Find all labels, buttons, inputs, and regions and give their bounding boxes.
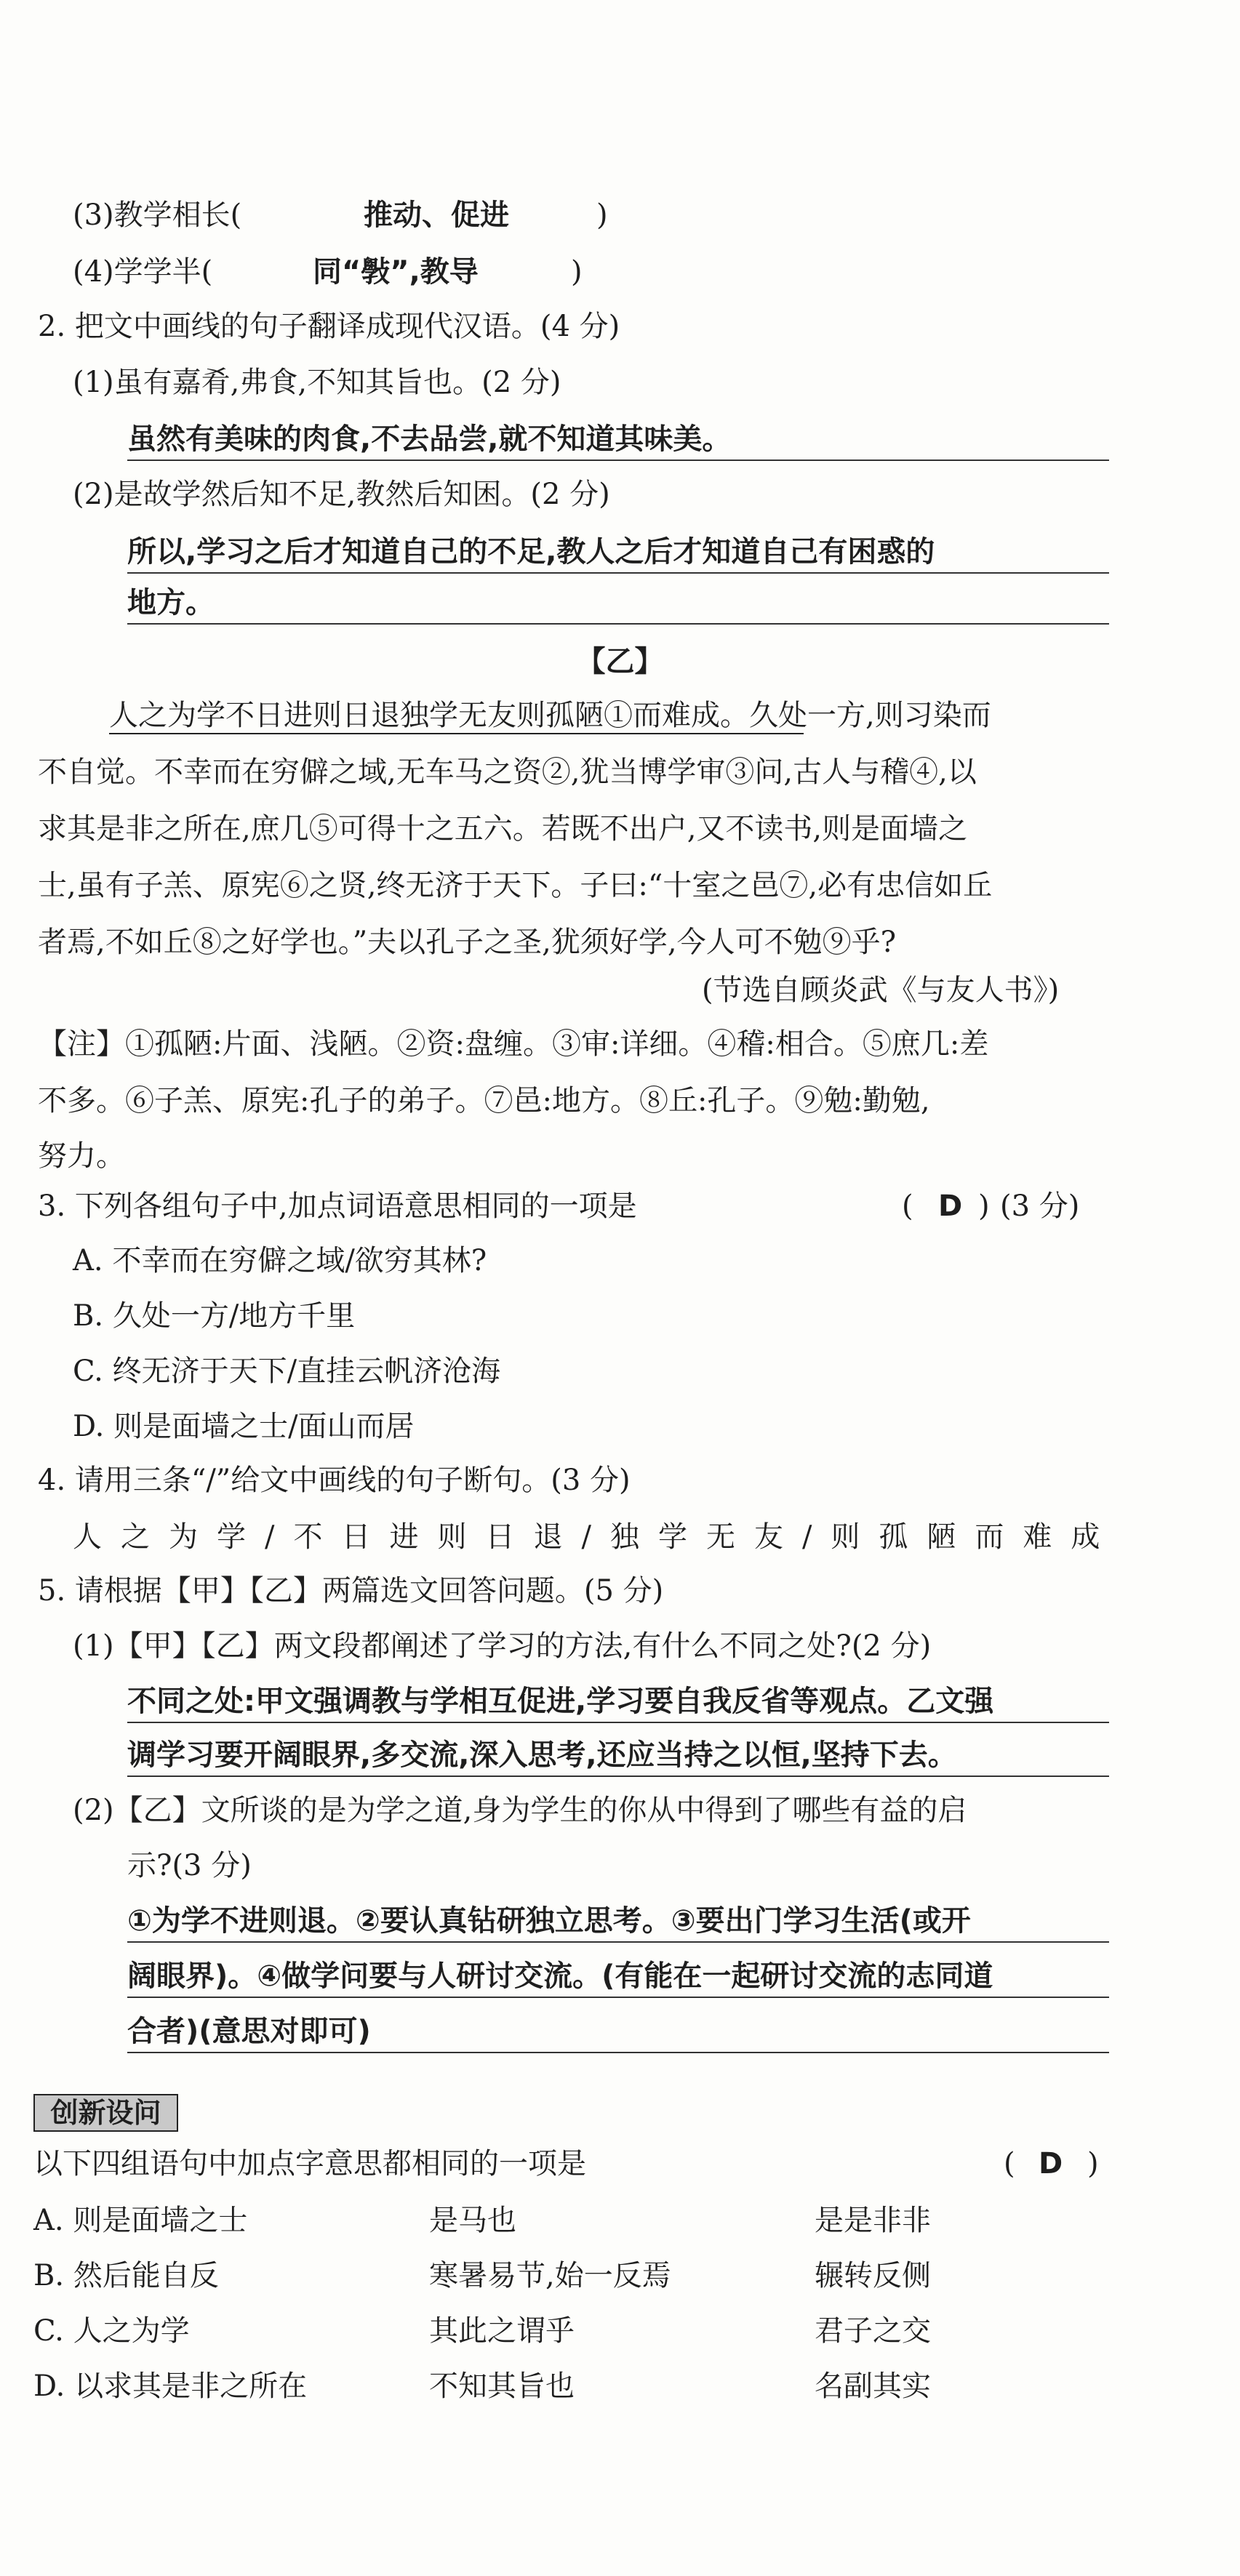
innovation-row-d-col1: D. 以求其是非之所在: [33, 2370, 308, 2403]
answer-line: [127, 1775, 1109, 1777]
notes-line-1: 【注】①孤陋:片面、浅陋。②资:盘缠。③审:详细。④稽:相合。⑤庶几:差: [38, 1027, 989, 1061]
answer-line: [127, 1941, 1109, 1943]
passage-line-1: 人之为学不日进则日退独学无友则孤陋①而难成。久处一方,则习染而: [109, 699, 991, 732]
q3-answer: D: [938, 1189, 963, 1223]
innovation-question: 以下四组语句中加点字意思都相同的一项是: [33, 2147, 586, 2180]
q3-option-b: B. 久处一方/地方千里: [73, 1299, 356, 1333]
underline-mark: [109, 733, 804, 734]
passage-line-3: 求其是非之所在,庶几⑤可得十之五六。若既不出户,又不读书,则是面墙之: [38, 812, 968, 846]
passage-source: (节选自顾炎武《与友人书》): [702, 974, 1060, 1007]
q5-answer-2-line2: 阔眼界)。④做学问要与人研讨交流。(有能在一起研讨交流的志同道: [127, 1959, 993, 1993]
answer-line: [127, 572, 1109, 574]
q3-option-d: D. 则是面墙之士/面山而居: [73, 1410, 415, 1443]
q4-answer: 人之为学/不日进则日退/独学无友/则孤陋而难成: [73, 1520, 1119, 1554]
q1-item-3-answer: 推动、促进: [364, 198, 509, 232]
innovation-row-a-col2: 是马也: [429, 2204, 516, 2237]
q2-answer-2-line2: 地方。: [127, 586, 215, 619]
q2-answer-1: 虽然有美味的肉食,不去品尝,就不知道其味美。: [127, 422, 732, 456]
q5-title: 5. 请根据【甲】【乙】两篇选文回答问题。(5 分): [38, 1574, 664, 1608]
q2-answer-2-line1: 所以,学习之后才知道自己的不足,教人之后才知道自己有困惑的: [127, 535, 935, 569]
q1-item-3-close: ): [596, 198, 608, 232]
innovation-tag: 创新设问: [33, 2094, 178, 2132]
passage-title: 【乙】: [576, 645, 664, 678]
q4-title: 4. 请用三条“/”给文中画线的句子断句。(3 分): [38, 1464, 631, 1497]
q5-answer-1-line2: 调学习要开阔眼界,多交流,深入思考,还应当持之以恒,坚持下去。: [127, 1738, 957, 1772]
passage-line-5: 者焉,不如丘⑧之好学也。”夫以孔子之圣,犹须好学,今人可不勉⑨乎?: [38, 926, 897, 959]
q3-paren-close: ): [978, 1189, 990, 1223]
answer-line: [127, 623, 1109, 625]
q1-item-4-answer: 同“斅”,教导: [313, 255, 479, 289]
innovation-answer: D: [1039, 2147, 1063, 2180]
q3-paren-open: (: [902, 1189, 913, 1223]
notes-line-2: 不多。⑥子羔、原宪:孔子的弟子。⑦邑:地方。⑧丘:孔子。⑨勉:勤勉,: [38, 1084, 930, 1118]
notes-line-3: 努力。: [38, 1139, 125, 1173]
innovation-row-c-col1: C. 人之为学: [33, 2314, 190, 2348]
q1-item-4-close: ): [571, 255, 583, 289]
q1-item-4-label: (4)学学半(: [73, 255, 213, 289]
innovation-row-a-col1: A. 则是面墙之士: [33, 2204, 248, 2237]
q5-sub2-line1: (2)【乙】文所谈的是为学之道,身为学生的你从中得到了哪些有益的启: [73, 1794, 967, 1827]
innovation-row-d-col2: 不知其旨也: [429, 2370, 575, 2403]
innovation-row-c-col3: 君子之交: [815, 2314, 931, 2348]
innovation-row-c-col2: 其此之谓乎: [429, 2314, 575, 2348]
innovation-paren-open: (: [1004, 2147, 1015, 2180]
answer-line: [127, 1997, 1109, 1998]
answer-line: [127, 2052, 1109, 2053]
q3-option-a: A. 不幸而在穷僻之域/欲穷其林?: [73, 1244, 487, 1277]
passage-line-2: 不自觉。不幸而在穷僻之域,无车马之资②,犹当博学审③问,古人与稽④,以: [38, 755, 977, 789]
q2-sub1: (1)虽有嘉肴,弗食,不知其旨也。(2 分): [73, 366, 561, 399]
q5-answer-1-line1: 不同之处:甲文强调教与学相互促进,学习要自我反省等观点。乙文强: [127, 1685, 994, 1718]
q3-title: 3. 下列各组句子中,加点词语意思相同的一项是: [38, 1189, 637, 1223]
innovation-row-d-col3: 名副其实: [815, 2370, 931, 2403]
q2-title: 2. 把文中画线的句子翻译成现代汉语。(4 分): [38, 310, 620, 343]
answer-line: [127, 460, 1109, 461]
innovation-row-b-col2: 寒暑易节,始一反焉: [429, 2259, 671, 2292]
innovation-row-b-col3: 辗转反侧: [815, 2259, 931, 2292]
passage-line-4: 士,虽有子羔、原宪⑥之贤,终无济于天下。子曰:“十室之邑⑦,必有忠信如丘: [38, 869, 993, 902]
q5-sub1: (1)【甲】【乙】两文段都阐述了学习的方法,有什么不同之处?(2 分): [73, 1629, 932, 1663]
q1-item-3-label: (3)教学相长(: [73, 198, 242, 232]
q5-answer-2-line1: ①为学不进则退。②要认真钻研独立思考。③要出门学习生活(或开: [127, 1904, 971, 1938]
q5-answer-2-line3: 合者)(意思对即可): [127, 2015, 371, 2048]
answer-line: [127, 1722, 1109, 1723]
q3-option-c: C. 终无济于天下/直挂云帆济沧海: [73, 1355, 501, 1388]
q2-sub2: (2)是故学然后知不足,教然后知困。(2 分): [73, 478, 610, 511]
q5-sub2-line2: 示?(3 分): [127, 1849, 252, 1882]
innovation-row-b-col1: B. 然后能自反: [33, 2259, 219, 2292]
innovation-paren-close: ): [1087, 2147, 1099, 2180]
q3-score: (3 分): [1000, 1189, 1080, 1223]
innovation-row-a-col3: 是是非非: [815, 2204, 931, 2237]
